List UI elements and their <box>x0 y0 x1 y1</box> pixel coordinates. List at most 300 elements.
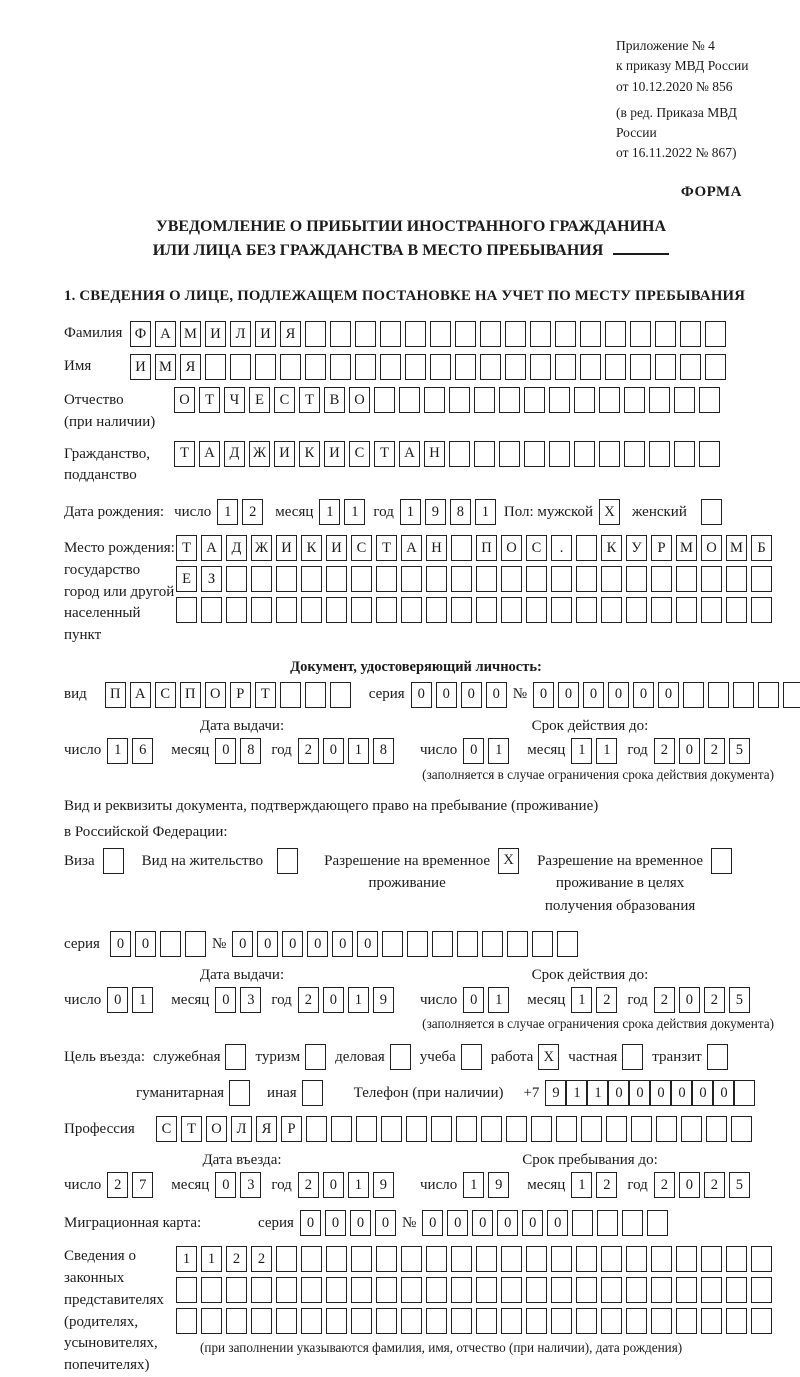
char-cell[interactable] <box>401 1246 422 1272</box>
char-cell[interactable] <box>480 321 501 347</box>
char-cell[interactable]: 1 <box>596 738 617 764</box>
char-cell[interactable] <box>326 1277 347 1303</box>
char-cell[interactable] <box>305 682 326 708</box>
char-cell[interactable]: 0 <box>522 1210 543 1236</box>
char-cell[interactable]: Н <box>426 535 447 561</box>
char-cell[interactable] <box>708 682 729 708</box>
char-cell[interactable] <box>751 566 772 592</box>
char-cell[interactable]: А <box>155 321 176 347</box>
char-cell[interactable]: 1 <box>348 1172 369 1198</box>
char-cell[interactable] <box>501 1308 522 1334</box>
char-cell[interactable] <box>626 1246 647 1272</box>
char-cell[interactable]: 0 <box>472 1210 493 1236</box>
char-cell[interactable]: О <box>701 535 722 561</box>
char-cell[interactable]: 1 <box>571 738 592 764</box>
char-cell[interactable] <box>576 597 597 623</box>
char-cell[interactable]: 2 <box>242 499 263 525</box>
char-cell[interactable]: С <box>155 682 176 708</box>
char-cell[interactable]: 0 <box>411 682 432 708</box>
char-cell[interactable]: Р <box>230 682 251 708</box>
char-cell[interactable] <box>651 1246 672 1272</box>
char-cell[interactable]: 1 <box>571 987 592 1013</box>
char-cell[interactable]: 2 <box>654 738 675 764</box>
char-cell[interactable] <box>526 1308 547 1334</box>
char-cell[interactable]: 0 <box>679 738 700 764</box>
char-cell[interactable]: М <box>676 535 697 561</box>
char-cell[interactable]: 5 <box>729 987 750 1013</box>
char-cell[interactable]: 0 <box>583 682 604 708</box>
char-cell[interactable]: В <box>324 387 345 413</box>
char-cell[interactable]: . <box>551 535 572 561</box>
char-cell[interactable] <box>576 535 597 561</box>
char-cell[interactable]: И <box>130 354 151 380</box>
char-cell[interactable] <box>599 441 620 467</box>
char-cell[interactable] <box>230 354 251 380</box>
char-cell[interactable]: 2 <box>107 1172 128 1198</box>
char-cell[interactable]: О <box>205 682 226 708</box>
char-cell[interactable]: 0 <box>608 1080 629 1106</box>
char-cell[interactable] <box>651 1308 672 1334</box>
char-cell[interactable]: 0 <box>629 1080 650 1106</box>
char-cell[interactable]: Е <box>249 387 270 413</box>
char-cell[interactable]: 2 <box>596 1172 617 1198</box>
char-cell[interactable]: Ф <box>130 321 151 347</box>
char-cell[interactable]: Т <box>374 441 395 467</box>
char-cell[interactable] <box>551 1277 572 1303</box>
char-cell[interactable]: 0 <box>350 1210 371 1236</box>
char-cell[interactable] <box>276 1246 297 1272</box>
char-cell[interactable]: М <box>155 354 176 380</box>
char-cell[interactable]: 0 <box>558 682 579 708</box>
char-cell[interactable]: 3 <box>240 987 261 1013</box>
char-cell[interactable] <box>201 1308 222 1334</box>
char-cell[interactable]: Р <box>651 535 672 561</box>
char-cell[interactable] <box>455 321 476 347</box>
char-cell[interactable]: 1 <box>571 1172 592 1198</box>
char-cell[interactable] <box>606 1116 627 1142</box>
char-cell[interactable] <box>229 1080 250 1106</box>
char-cell[interactable] <box>251 597 272 623</box>
char-cell[interactable]: З <box>201 566 222 592</box>
char-cell[interactable]: 3 <box>240 1172 261 1198</box>
char-cell[interactable] <box>301 597 322 623</box>
char-cell[interactable]: Д <box>224 441 245 467</box>
char-cell[interactable] <box>276 1308 297 1334</box>
char-cell[interactable] <box>225 1044 246 1070</box>
char-cell[interactable] <box>376 1308 397 1334</box>
char-cell[interactable]: С <box>526 535 547 561</box>
char-cell[interactable]: 0 <box>375 1210 396 1236</box>
char-cell[interactable] <box>701 1246 722 1272</box>
char-cell[interactable]: 1 <box>201 1246 222 1272</box>
char-cell[interactable] <box>326 597 347 623</box>
char-cell[interactable]: 2 <box>596 987 617 1013</box>
char-cell[interactable] <box>506 1116 527 1142</box>
char-cell[interactable] <box>531 1116 552 1142</box>
char-cell[interactable]: 9 <box>545 1080 566 1106</box>
char-cell[interactable] <box>726 566 747 592</box>
char-cell[interactable]: 0 <box>671 1080 692 1106</box>
char-cell[interactable] <box>711 848 732 874</box>
char-cell[interactable] <box>330 321 351 347</box>
char-cell[interactable] <box>226 1308 247 1334</box>
char-cell[interactable] <box>331 1116 352 1142</box>
char-cell[interactable]: 0 <box>447 1210 468 1236</box>
char-cell[interactable]: 2 <box>704 1172 725 1198</box>
char-cell[interactable] <box>505 354 526 380</box>
char-cell[interactable]: 0 <box>486 682 507 708</box>
char-cell[interactable] <box>103 848 124 874</box>
char-cell[interactable] <box>624 441 645 467</box>
char-cell[interactable]: Т <box>199 387 220 413</box>
char-cell[interactable] <box>701 1277 722 1303</box>
char-cell[interactable]: Ч <box>224 387 245 413</box>
char-cell[interactable] <box>380 321 401 347</box>
char-cell[interactable]: 2 <box>654 987 675 1013</box>
char-cell[interactable] <box>176 1308 197 1334</box>
char-cell[interactable] <box>551 1246 572 1272</box>
char-cell[interactable] <box>305 321 326 347</box>
char-cell[interactable] <box>176 597 197 623</box>
char-cell[interactable] <box>276 1277 297 1303</box>
char-cell[interactable] <box>557 931 578 957</box>
char-cell[interactable] <box>526 597 547 623</box>
char-cell[interactable]: Я <box>256 1116 277 1142</box>
char-cell[interactable]: К <box>301 535 322 561</box>
char-cell[interactable]: 0 <box>282 931 303 957</box>
char-cell[interactable] <box>651 597 672 623</box>
char-cell[interactable]: О <box>349 387 370 413</box>
char-cell[interactable] <box>451 597 472 623</box>
char-cell[interactable]: 1 <box>587 1080 608 1106</box>
char-cell[interactable] <box>551 566 572 592</box>
char-cell[interactable]: 1 <box>217 499 238 525</box>
char-cell[interactable] <box>605 354 626 380</box>
char-cell[interactable] <box>380 354 401 380</box>
char-cell[interactable] <box>451 535 472 561</box>
char-cell[interactable] <box>499 441 520 467</box>
char-cell[interactable] <box>499 387 520 413</box>
char-cell[interactable]: 0 <box>608 682 629 708</box>
char-cell[interactable]: 8 <box>373 738 394 764</box>
char-cell[interactable]: 0 <box>323 987 344 1013</box>
char-cell[interactable]: 0 <box>215 1172 236 1198</box>
char-cell[interactable] <box>555 321 576 347</box>
char-cell[interactable]: 1 <box>348 987 369 1013</box>
char-cell[interactable] <box>507 931 528 957</box>
char-cell[interactable] <box>426 1308 447 1334</box>
char-cell[interactable] <box>431 1116 452 1142</box>
char-cell[interactable]: 0 <box>215 987 236 1013</box>
char-cell[interactable] <box>601 1277 622 1303</box>
char-cell[interactable]: Я <box>180 354 201 380</box>
char-cell[interactable] <box>306 1116 327 1142</box>
char-cell[interactable] <box>526 566 547 592</box>
char-cell[interactable]: 1 <box>107 738 128 764</box>
char-cell[interactable] <box>701 499 722 525</box>
char-cell[interactable] <box>630 321 651 347</box>
char-cell[interactable]: 1 <box>475 499 496 525</box>
char-cell[interactable]: Б <box>751 535 772 561</box>
char-cell[interactable] <box>456 1116 477 1142</box>
char-cell[interactable] <box>705 354 726 380</box>
char-cell[interactable]: 0 <box>332 931 353 957</box>
char-cell[interactable] <box>276 566 297 592</box>
char-cell[interactable] <box>457 931 478 957</box>
char-cell[interactable] <box>581 1116 602 1142</box>
char-cell[interactable] <box>451 1246 472 1272</box>
char-cell[interactable]: 0 <box>300 1210 321 1236</box>
char-cell[interactable] <box>626 1308 647 1334</box>
char-cell[interactable]: И <box>205 321 226 347</box>
char-cell[interactable] <box>185 931 206 957</box>
char-cell[interactable] <box>676 1246 697 1272</box>
char-cell[interactable] <box>476 1277 497 1303</box>
char-cell[interactable] <box>676 1277 697 1303</box>
char-cell[interactable] <box>674 441 695 467</box>
char-cell[interactable] <box>160 931 181 957</box>
char-cell[interactable]: 1 <box>319 499 340 525</box>
char-cell[interactable]: Т <box>376 535 397 561</box>
char-cell[interactable] <box>426 566 447 592</box>
char-cell[interactable] <box>707 1044 728 1070</box>
char-cell[interactable] <box>532 931 553 957</box>
char-cell[interactable] <box>176 1277 197 1303</box>
char-cell[interactable] <box>580 321 601 347</box>
char-cell[interactable] <box>731 1116 752 1142</box>
char-cell[interactable]: 2 <box>298 987 319 1013</box>
char-cell[interactable] <box>699 441 720 467</box>
char-cell[interactable]: 1 <box>132 987 153 1013</box>
char-cell[interactable] <box>726 597 747 623</box>
char-cell[interactable] <box>451 1308 472 1334</box>
char-cell[interactable] <box>326 1308 347 1334</box>
char-cell[interactable] <box>624 387 645 413</box>
char-cell[interactable] <box>255 354 276 380</box>
char-cell[interactable] <box>626 566 647 592</box>
char-cell[interactable] <box>251 1277 272 1303</box>
char-cell[interactable] <box>405 354 426 380</box>
char-cell[interactable]: И <box>324 441 345 467</box>
char-cell[interactable]: 0 <box>679 987 700 1013</box>
char-cell[interactable]: К <box>601 535 622 561</box>
char-cell[interactable] <box>474 387 495 413</box>
char-cell[interactable]: 7 <box>132 1172 153 1198</box>
char-cell[interactable] <box>461 1044 482 1070</box>
char-cell[interactable] <box>326 1246 347 1272</box>
char-cell[interactable] <box>572 1210 593 1236</box>
char-cell[interactable]: X <box>599 499 620 525</box>
char-cell[interactable] <box>476 1308 497 1334</box>
char-cell[interactable]: 0 <box>107 987 128 1013</box>
char-cell[interactable]: 0 <box>650 1080 671 1106</box>
char-cell[interactable]: А <box>130 682 151 708</box>
char-cell[interactable]: 0 <box>307 931 328 957</box>
char-cell[interactable] <box>474 441 495 467</box>
char-cell[interactable] <box>455 354 476 380</box>
char-cell[interactable]: Ж <box>251 535 272 561</box>
char-cell[interactable] <box>655 321 676 347</box>
char-cell[interactable] <box>226 597 247 623</box>
char-cell[interactable] <box>301 1246 322 1272</box>
char-cell[interactable] <box>407 931 428 957</box>
char-cell[interactable] <box>524 387 545 413</box>
char-cell[interactable] <box>599 387 620 413</box>
char-cell[interactable]: С <box>156 1116 177 1142</box>
char-cell[interactable]: 0 <box>323 738 344 764</box>
char-cell[interactable]: Н <box>424 441 445 467</box>
char-cell[interactable]: 0 <box>497 1210 518 1236</box>
char-cell[interactable]: 2 <box>226 1246 247 1272</box>
char-cell[interactable] <box>277 848 298 874</box>
char-cell[interactable]: 0 <box>658 682 679 708</box>
char-cell[interactable]: 2 <box>298 1172 319 1198</box>
char-cell[interactable] <box>726 1277 747 1303</box>
char-cell[interactable]: С <box>351 535 372 561</box>
char-cell[interactable]: 0 <box>257 931 278 957</box>
char-cell[interactable] <box>530 354 551 380</box>
char-cell[interactable]: П <box>105 682 126 708</box>
char-cell[interactable]: 0 <box>422 1210 443 1236</box>
char-cell[interactable] <box>205 354 226 380</box>
char-cell[interactable] <box>576 1308 597 1334</box>
char-cell[interactable] <box>676 1308 697 1334</box>
char-cell[interactable] <box>302 1080 323 1106</box>
char-cell[interactable]: 0 <box>692 1080 713 1106</box>
char-cell[interactable] <box>676 566 697 592</box>
char-cell[interactable] <box>705 321 726 347</box>
char-cell[interactable]: Т <box>181 1116 202 1142</box>
char-cell[interactable] <box>330 354 351 380</box>
char-cell[interactable] <box>783 682 800 708</box>
char-cell[interactable]: 2 <box>251 1246 272 1272</box>
char-cell[interactable]: Ж <box>249 441 270 467</box>
char-cell[interactable] <box>576 1277 597 1303</box>
char-cell[interactable]: Р <box>281 1116 302 1142</box>
char-cell[interactable] <box>701 597 722 623</box>
char-cell[interactable] <box>601 1308 622 1334</box>
char-cell[interactable] <box>526 1246 547 1272</box>
char-cell[interactable] <box>276 597 297 623</box>
char-cell[interactable]: 5 <box>729 738 750 764</box>
char-cell[interactable] <box>751 1246 772 1272</box>
char-cell[interactable] <box>401 566 422 592</box>
char-cell[interactable] <box>726 1246 747 1272</box>
char-cell[interactable] <box>351 1308 372 1334</box>
char-cell[interactable]: С <box>349 441 370 467</box>
char-cell[interactable]: 1 <box>463 1172 484 1198</box>
char-cell[interactable] <box>376 1246 397 1272</box>
char-cell[interactable] <box>355 354 376 380</box>
char-cell[interactable]: 9 <box>373 1172 394 1198</box>
char-cell[interactable] <box>622 1044 643 1070</box>
char-cell[interactable] <box>326 566 347 592</box>
char-cell[interactable]: 9 <box>373 987 394 1013</box>
char-cell[interactable] <box>405 321 426 347</box>
char-cell[interactable] <box>526 1277 547 1303</box>
char-cell[interactable] <box>449 387 470 413</box>
char-cell[interactable]: И <box>255 321 276 347</box>
char-cell[interactable]: М <box>180 321 201 347</box>
char-cell[interactable]: П <box>476 535 497 561</box>
char-cell[interactable] <box>626 1277 647 1303</box>
char-cell[interactable]: 9 <box>488 1172 509 1198</box>
char-cell[interactable] <box>480 354 501 380</box>
char-cell[interactable]: О <box>174 387 195 413</box>
char-cell[interactable]: О <box>501 535 522 561</box>
char-cell[interactable] <box>580 354 601 380</box>
char-cell[interactable] <box>401 1308 422 1334</box>
char-cell[interactable]: Л <box>231 1116 252 1142</box>
char-cell[interactable] <box>451 1277 472 1303</box>
char-cell[interactable] <box>649 441 670 467</box>
char-cell[interactable] <box>630 354 651 380</box>
char-cell[interactable]: 5 <box>729 1172 750 1198</box>
char-cell[interactable] <box>701 1308 722 1334</box>
char-cell[interactable]: 0 <box>713 1080 734 1106</box>
char-cell[interactable] <box>655 354 676 380</box>
char-cell[interactable]: X <box>538 1044 559 1070</box>
char-cell[interactable] <box>733 682 754 708</box>
char-cell[interactable] <box>751 1308 772 1334</box>
char-cell[interactable] <box>622 1210 643 1236</box>
char-cell[interactable] <box>683 682 704 708</box>
char-cell[interactable] <box>251 1308 272 1334</box>
char-cell[interactable] <box>647 1210 668 1236</box>
char-cell[interactable]: 0 <box>463 987 484 1013</box>
char-cell[interactable] <box>555 354 576 380</box>
char-cell[interactable] <box>451 566 472 592</box>
char-cell[interactable] <box>601 597 622 623</box>
char-cell[interactable] <box>549 387 570 413</box>
char-cell[interactable] <box>426 1246 447 1272</box>
char-cell[interactable] <box>399 387 420 413</box>
char-cell[interactable] <box>556 1116 577 1142</box>
char-cell[interactable] <box>351 1277 372 1303</box>
char-cell[interactable]: 2 <box>704 738 725 764</box>
char-cell[interactable]: Т <box>176 535 197 561</box>
char-cell[interactable] <box>674 387 695 413</box>
char-cell[interactable]: П <box>180 682 201 708</box>
char-cell[interactable]: 0 <box>461 682 482 708</box>
char-cell[interactable] <box>330 682 351 708</box>
char-cell[interactable]: 1 <box>488 987 509 1013</box>
char-cell[interactable]: М <box>726 535 747 561</box>
char-cell[interactable] <box>751 597 772 623</box>
char-cell[interactable] <box>706 1116 727 1142</box>
char-cell[interactable] <box>576 1246 597 1272</box>
char-cell[interactable] <box>376 1277 397 1303</box>
char-cell[interactable] <box>501 1277 522 1303</box>
char-cell[interactable] <box>449 441 470 467</box>
char-cell[interactable] <box>351 1246 372 1272</box>
char-cell[interactable]: 6 <box>132 738 153 764</box>
char-cell[interactable] <box>505 321 526 347</box>
char-cell[interactable] <box>601 1246 622 1272</box>
char-cell[interactable] <box>605 321 626 347</box>
char-cell[interactable]: 1 <box>566 1080 587 1106</box>
char-cell[interactable]: 2 <box>298 738 319 764</box>
char-cell[interactable]: 1 <box>348 738 369 764</box>
char-cell[interactable] <box>726 1308 747 1334</box>
char-cell[interactable] <box>201 597 222 623</box>
char-cell[interactable] <box>549 441 570 467</box>
char-cell[interactable] <box>381 1116 402 1142</box>
char-cell[interactable]: 0 <box>547 1210 568 1236</box>
char-cell[interactable]: Я <box>280 321 301 347</box>
char-cell[interactable] <box>651 566 672 592</box>
char-cell[interactable] <box>681 1116 702 1142</box>
